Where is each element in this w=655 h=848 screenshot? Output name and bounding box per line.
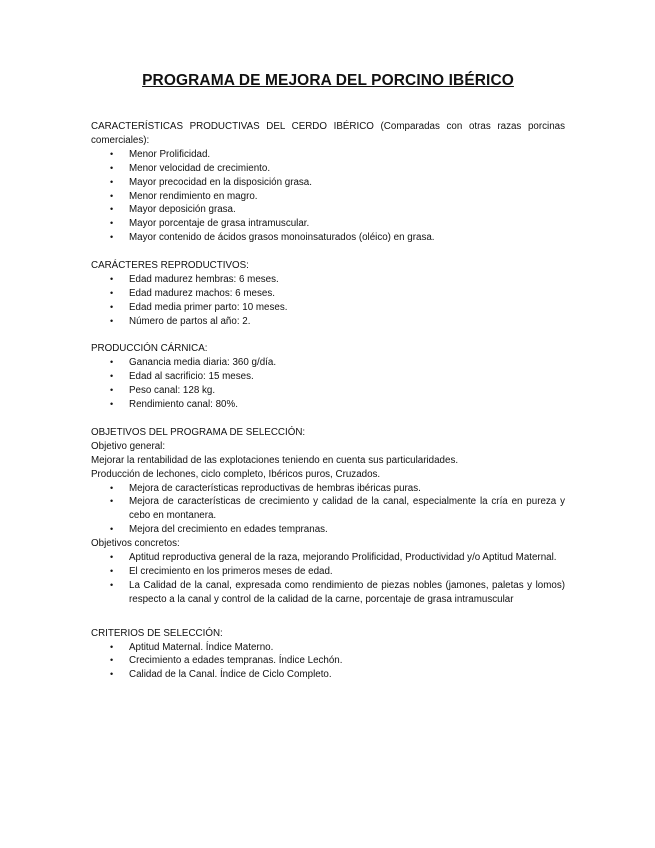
section-heading: PRODUCCIÓN CÁRNICA: xyxy=(91,343,208,355)
list-item: • Menor velocidad de crecimiento. xyxy=(91,162,565,176)
list-item: • Aptitud reproductiva general de la raza, mejorando Prolificidad, Productividad y/o Aptitud Maternal. xyxy=(91,551,565,565)
bullet-list xyxy=(91,482,565,538)
document-title: PROGRAMA DE MEJORA DEL PORCINO IBÉRICO xyxy=(142,72,514,89)
text-line: Mejorar la rentabilidad de las explotaciones teniendo en cuenta sus particularidades. xyxy=(91,454,459,466)
list-item: • Mayor deposición grasa. xyxy=(91,203,565,217)
list-item: • Rendimiento canal: 80%. xyxy=(91,398,565,412)
list-item: • Mejora del crecimiento en edades tempranas. xyxy=(91,523,565,537)
section-heading: CRITERIOS DE SELECCIÓN: xyxy=(91,627,223,639)
section-carnica xyxy=(91,342,565,412)
list-item: • Edad madurez machos: 6 meses. xyxy=(91,287,565,301)
list-item: • Edad al sacrificio: 15 meses. xyxy=(91,370,565,384)
document-page xyxy=(91,72,565,696)
section-criterios xyxy=(91,627,565,683)
list-item: • Mayor contenido de ácidos grasos monoinsaturados (oléico) en grasa. xyxy=(91,231,565,245)
section-caracteristicas xyxy=(91,120,565,245)
list-item: • Crecimiento a edades tempranas. Índice Lechón. xyxy=(91,654,565,668)
bullet-list xyxy=(91,551,565,607)
bullet-list xyxy=(91,273,565,329)
list-item: • Mayor precocidad en la disposición grasa. xyxy=(91,176,565,190)
list-item: • Edad madurez hembras: 6 meses. xyxy=(91,273,565,287)
bullet-list xyxy=(91,641,565,683)
specific-objectives-label: Objetivos concretos: xyxy=(91,538,180,550)
list-item: • Menor Prolificidad. xyxy=(91,148,565,162)
list-item: • La Calidad de la canal, expresada como rendimiento de piezas nobles (jamones, paletas y lomos) respecto a la canal y control de la calidad de la carne, porcentaje de grasa intramuscular xyxy=(91,579,565,607)
list-item: • Aptitud Maternal. Índice Materno. xyxy=(91,641,565,655)
list-item: • Edad media primer parto: 10 meses. xyxy=(91,301,565,315)
text-line: Producción de lechones, ciclo completo, Ibéricos puros, Cruzados. xyxy=(91,468,381,480)
list-item: • Mayor porcentaje de grasa intramuscular. xyxy=(91,217,565,231)
section-objetivos xyxy=(91,426,565,607)
section-heading: CARACTERÍSTICAS PRODUCTIVAS DEL CERDO IBÉRICO (Comparadas con otras razas porcinas comerciales): xyxy=(91,121,565,146)
bullet-list xyxy=(91,148,565,245)
section-heading: CARÁCTERES REPRODUCTIVOS: xyxy=(91,260,249,272)
section-reproductivos xyxy=(91,259,565,329)
bullet-list xyxy=(91,356,565,412)
general-objective-label: Objetivo general: xyxy=(91,440,166,452)
list-item: • Menor rendimiento en magro. xyxy=(91,190,565,204)
list-item: • Mejora de características de crecimiento y calidad de la canal, especialmente la cría en pureza y cebo en montanera. xyxy=(91,495,565,523)
list-item: • Número de partos al año: 2. xyxy=(91,315,565,329)
list-item: • Mejora de características reproductivas de hembras ibéricas puras. xyxy=(91,482,565,496)
list-item: • El crecimiento en los primeros meses de edad. xyxy=(91,565,565,579)
list-item: • Ganancia media diaria: 360 g/día. xyxy=(91,356,565,370)
list-item: • Calidad de la Canal. Índice de Ciclo Completo. xyxy=(91,668,565,682)
list-item: • Peso canal: 128 kg. xyxy=(91,384,565,398)
section-heading: OBJETIVOS DEL PROGRAMA DE SELECCIÓN: xyxy=(91,426,306,438)
